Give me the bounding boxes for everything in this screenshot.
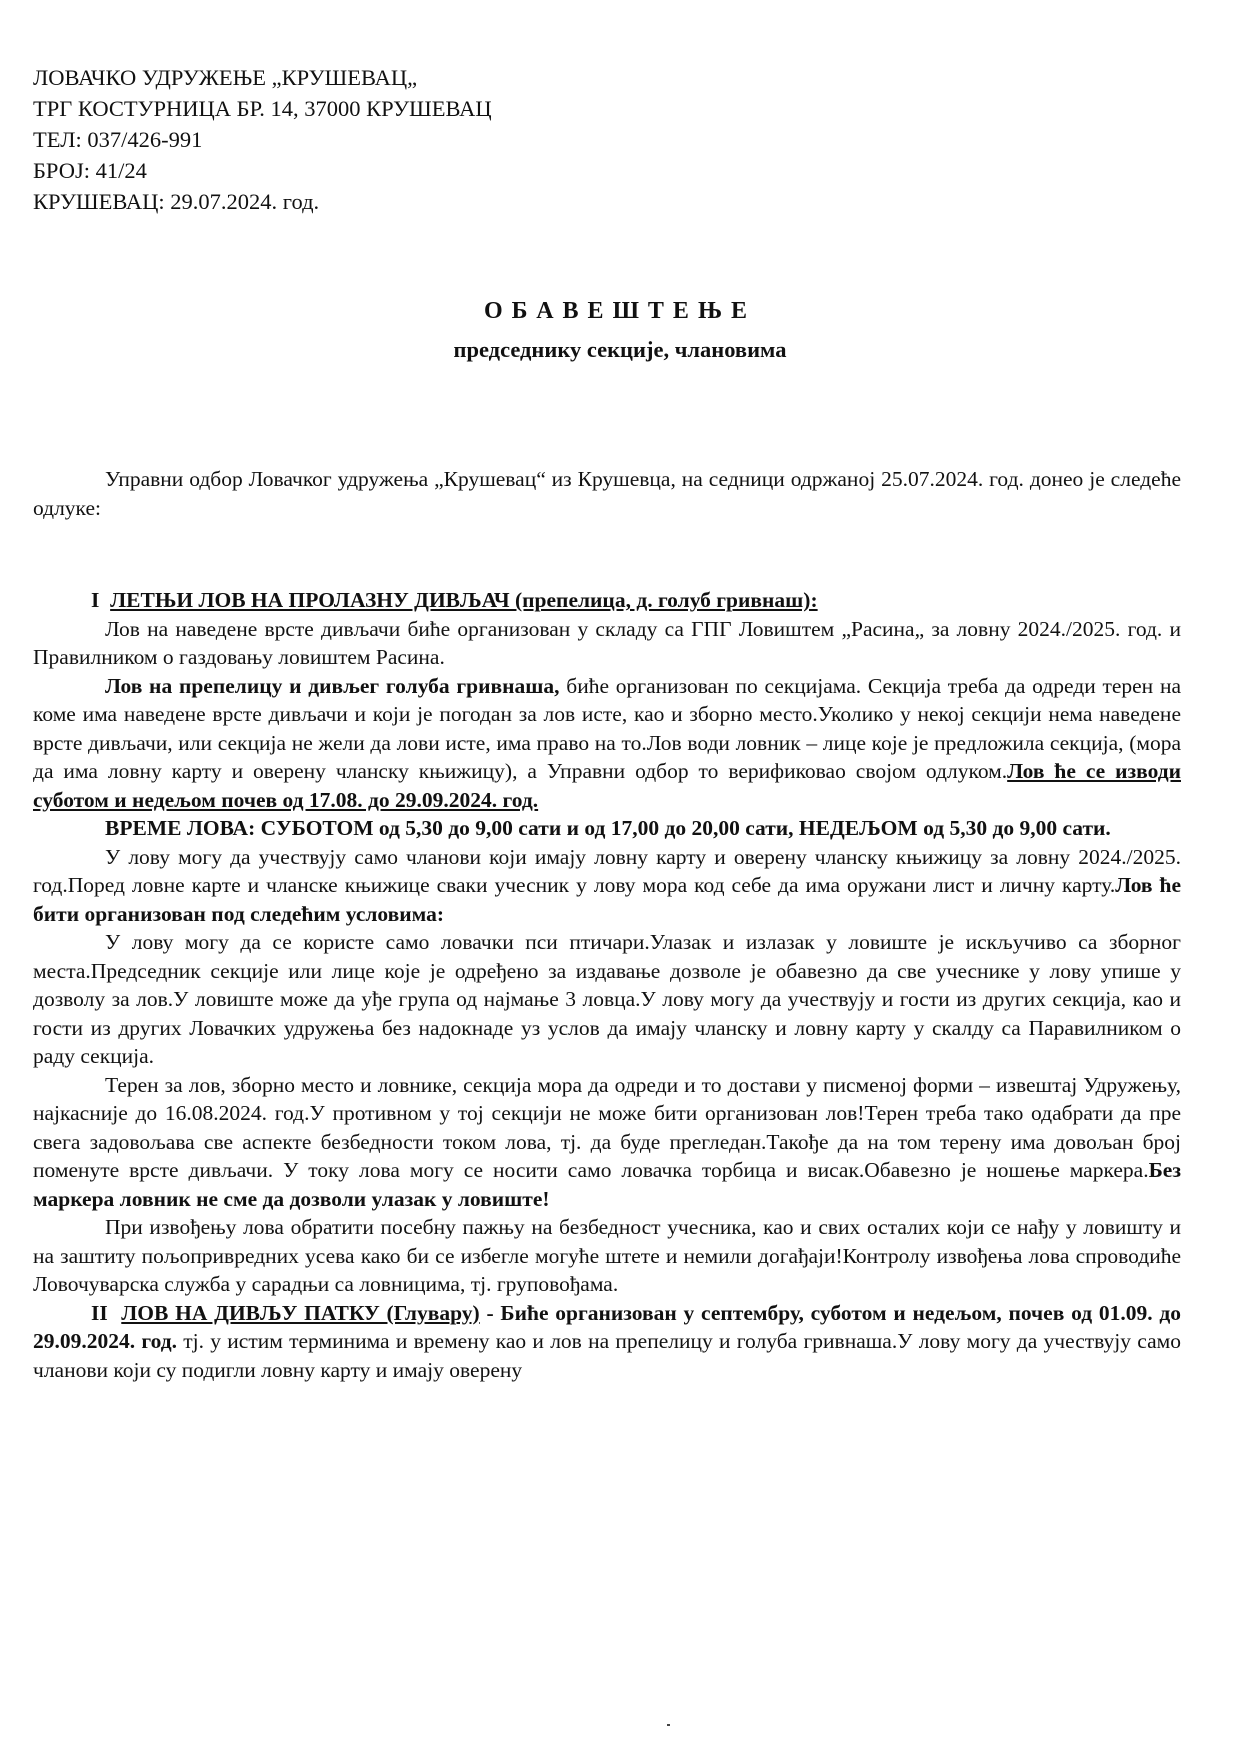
section-2-title: ЛОВ НА ДИВЉУ ПАТКУ (Глувару)	[121, 1300, 480, 1325]
section-1-paragraph-2	[33, 672, 1181, 815]
document-title: ОБАВЕШТЕЊЕ	[484, 298, 756, 324]
section-1-number: I	[91, 588, 100, 612]
document-place-date: КРУШЕВАЦ: 29.07.2024. год.	[33, 189, 320, 214]
section-2-number: II	[91, 1300, 108, 1325]
organization-phone: ТЕЛ: 037/426-991	[33, 127, 203, 152]
document-body	[33, 465, 1181, 1384]
organization-name: ЛОВАЧКО УДРУЖЕЊЕ „КРУШЕВАЦ„	[33, 65, 418, 90]
section-1-p2-bold: Лов на препелицу и дивљег голуба гривнаша,	[105, 673, 560, 698]
document-number: БРОЈ: 41/24	[33, 158, 147, 183]
section-1-paragraph-6	[33, 1071, 1181, 1214]
section-1-title: ЛЕТЊИ ЛОВ НА ПРОЛАЗНУ ДИВЉАЧ (препелица, д. голуб гривнаш):	[110, 588, 818, 612]
section-1-paragraph-5: У лову могу да се користе само ловачки пси птичари.Улазак и излазак у ловиште је искључиво са зборног места.Председник секције или лице које је одређено за издавање дозволе је обавезно да све учеснике у лову упише у дозволу за лов.У ловиште може да уђе група од најмање 3 ловца.У лову могу да учествују и гости из других секција, као и гости из других Ловачких удружења без надокнаде уз услов да имају чланску и ловну карту у скалду са Паравилником о раду секција.	[33, 930, 1181, 1068]
section-1-p2-dates: Лов ће се изводи суботом и недељом почев од 17.08. до 29.09.2024. год.	[33, 759, 1181, 812]
section-2-bold-text: - Биће организован у септембру, суботом и недељом, почев од 01.09. до 29.09.2024. год.	[33, 1300, 1182, 1353]
section-1-p6-bold: Без маркера ловник не сме да дозволи улазак у ловиште!	[33, 1158, 1181, 1211]
section-1-p2-text: биће организован по секцијама. Секција треба да одреди терен на коме има наведене врсте дивљачи и који је погодан за лов исте, као и зборно место.Уколико у некој секцији нема наведене врсте дивљачи, или секција не жели да лови исте, има право на то.Лов води ловник – лице које је предложила секција, (мора да има ловну карту и оверену чланску књижицу), а Управни одбор то верификовао својом одлуком.	[33, 673, 1181, 783]
document-subtitle: председнику секције, члановима	[453, 337, 787, 362]
section-1-p4-bold: Лов ће бити организован под следећим условима:	[33, 873, 1181, 926]
section-1-p6-text: Терен за лов, зборно место и ловнике, секција мора да одреди и то достави у писменој форми – извештај Удружењу, најкасније до 16.08.2024. год.У противном у тој секцији не може бити организован лов!Терен треба тако одабрати да пре свега задовољава све аспекте безбедности током лова, тј. да буде прегледан.Такође да на том терену има довољан број поменуте врсте дивљачи. У току лова могу се носити само ловачка торбица и висак.Обавезно је ношење маркера.	[33, 1072, 1181, 1182]
scan-speck	[667, 1724, 670, 1726]
section-1-p4-text: У лову могу да учествују само чланови који имају ловну карту и оверену чланску књижицу за ловну 2024./2025. год.Поред ловне карте и чланске књижице сваки учесник у лову мора код себе да има оружани лист и личну карту.	[33, 844, 1181, 897]
section-1-paragraph-1: Лов на наведене врсте дивљачи биће организован у складу са ГПГ Ловиштем „Расина„ за ловну 2024./2025. год. и Правилником о газдовању ловиштем Расина.	[33, 616, 1181, 669]
section-2-paragraph	[33, 1299, 1181, 1385]
section-1-paragraph-7: При извођењу лова обратити посебну пажњу на безбедност учесника, као и свих осталих који се нађу у ловишту и на заштиту пољопривредних усева како би се избегле могуће штете и немили догађаји!Контролу извођења лова спроводиће Ловочуварска служба у сарадњи са ловницима, тј. груповођама.	[33, 1215, 1181, 1296]
letterhead	[33, 62, 492, 217]
section-1-heading	[33, 586, 1181, 615]
hunting-time-paragraph: ВРЕМЕ ЛОВА: СУБОТОМ од 5,30 до 9,00 сати и од 17,00 до 20,00 сати, НЕДЕЉОМ од 5,30 до 9,00 сати.	[105, 816, 1111, 840]
intro-paragraph: Управни одбор Ловачког удружења „Крушевац“ из Крушевца, на седници одржаној 25.07.2024. год. донео је следеће одлуке:	[33, 467, 1181, 520]
section-1-paragraph-4	[33, 843, 1181, 929]
section-2-text: тј. у истим терминима и времену као и лов на препелицу и голуба гривнаша.У лову могу да учествују само чланови који су подигли ловну карту и имају оверену	[33, 1329, 1181, 1382]
organization-address: ТРГ КОСТУРНИЦА БР. 14, 37000 КРУШЕВАЦ	[33, 96, 492, 121]
